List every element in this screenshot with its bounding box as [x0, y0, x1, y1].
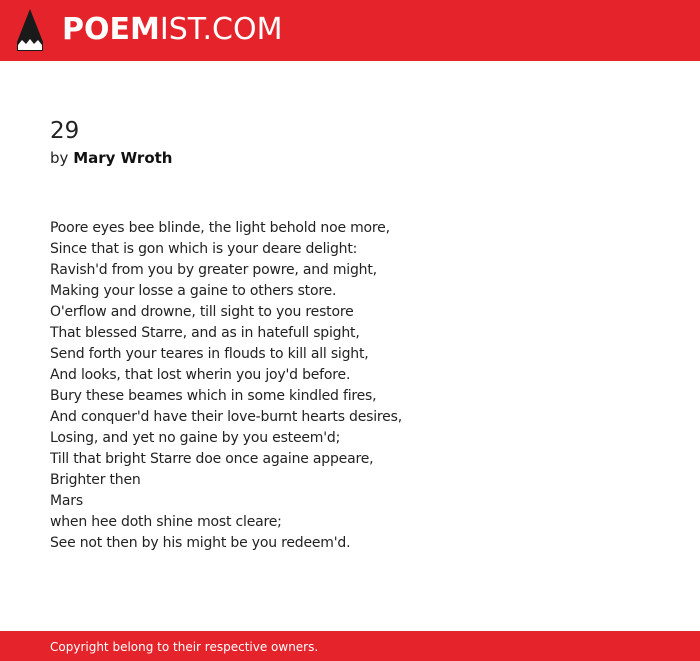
copyright-text: Copyright belong to their respective owners.: [50, 640, 319, 654]
by-label: by: [50, 149, 69, 167]
logo-bold-text: POEM: [62, 12, 160, 47]
author-name: Mary Wroth: [73, 149, 173, 167]
poem-line: See not then by his might be you redeem'd.: [50, 535, 351, 551]
poem-title: 29: [50, 118, 80, 144]
poem-line: Till that bright Starre doe once againe appeare,: [50, 451, 374, 467]
poem-line: Since that is gon which is your deare delight:: [50, 241, 358, 257]
poem-header: [50, 116, 650, 169]
poem-line: Ravish'd from you by greater powre, and might,: [50, 262, 377, 278]
logo-light-text: IST.COM: [159, 12, 283, 47]
poem-line: Send forth your teares in flouds to kill all sight,: [50, 346, 369, 362]
byline: [50, 147, 650, 169]
poem-line: That blessed Starre, and as in hatefull spight,: [50, 325, 360, 341]
poem-line: And looks, that lost wherin you joy'd before.: [50, 367, 351, 383]
poem-line: Bury these beames which in some kindled fires,: [50, 388, 377, 404]
poem-line: Losing, and yet no gaine by you esteem'd;: [50, 430, 341, 446]
poem-line: Mars: [50, 493, 83, 509]
poem-line: Brighter then: [50, 472, 141, 488]
pencil-tip-icon[interactable]: [17, 9, 43, 51]
site-logo[interactable]: [62, 13, 282, 47]
poem-line: Making your losse a gaine to others store.: [50, 283, 337, 299]
poem-line: Poore eyes bee blinde, the light behold noe more,: [50, 220, 390, 236]
poem-line: when hee doth shine most cleare;: [50, 514, 282, 530]
poem-body: [50, 218, 650, 554]
poem-line: O'erflow and drowne, till sight to you restore: [50, 304, 354, 320]
poem-line: And conquer'd have their love-burnt hearts desires,: [50, 409, 402, 425]
site-footer: [0, 631, 700, 661]
site-header: [0, 0, 700, 61]
